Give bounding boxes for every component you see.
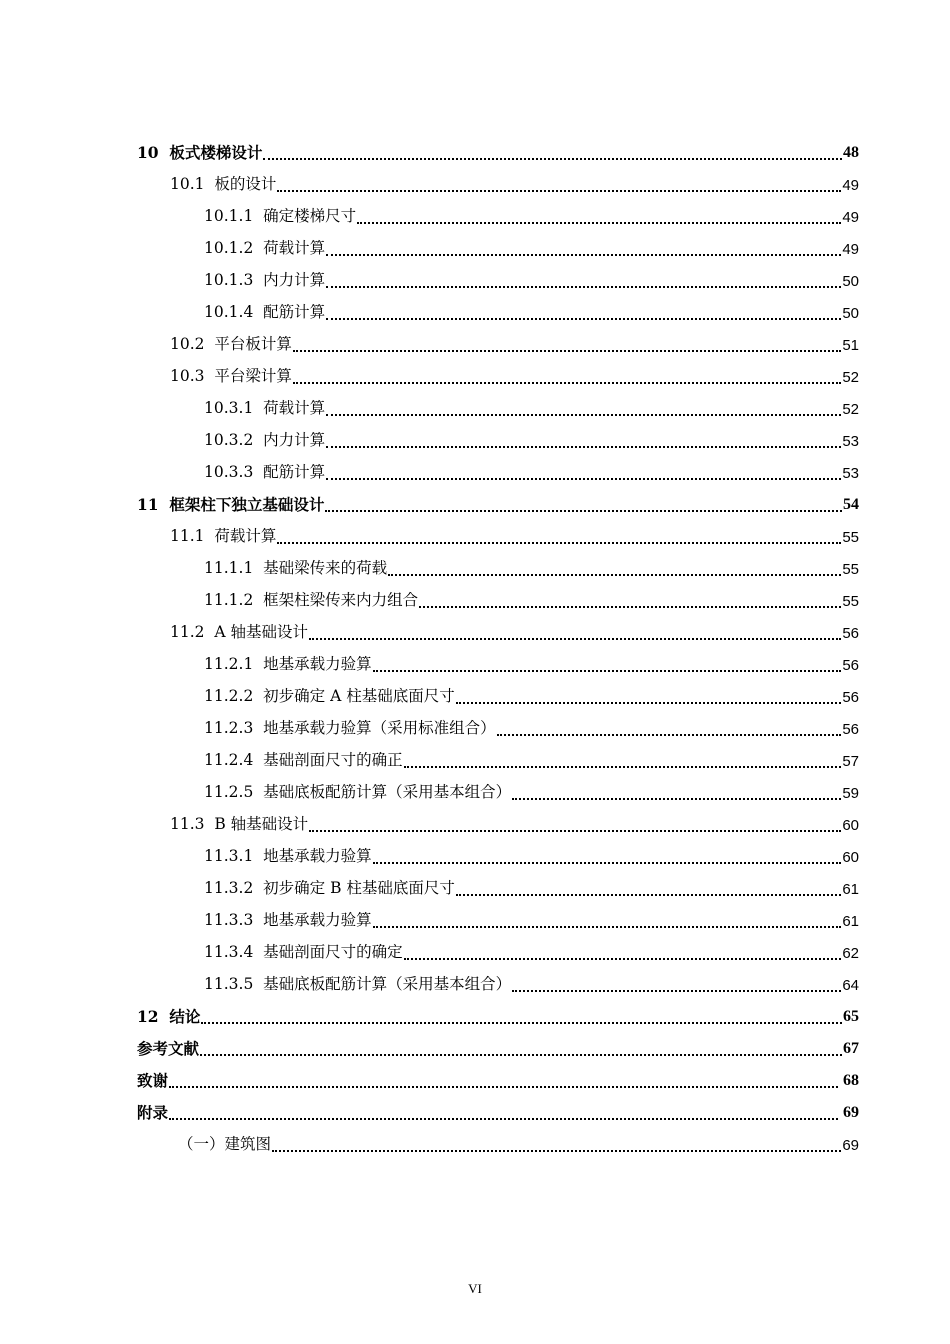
toc-dot-leader xyxy=(419,606,841,608)
toc-entry-title: 附录 xyxy=(137,1103,169,1123)
toc-entry-title: 10.1.1 确定楼梯尺寸 xyxy=(204,207,357,226)
toc-entry-title: 10.3.2 内力计算 xyxy=(204,431,326,450)
toc-entry[interactable] xyxy=(0,361,950,393)
toc-entry-title: 参考文献 xyxy=(137,1039,200,1059)
toc-dot-leader xyxy=(456,702,842,704)
toc-entry[interactable] xyxy=(0,873,950,905)
toc-entry-title: 11.3 B 轴基础设计 xyxy=(170,815,309,834)
toc-entry[interactable] xyxy=(0,233,950,265)
toc-entry[interactable] xyxy=(0,681,950,713)
toc-entry-title: 11.1.1 基础梁传来的荷载 xyxy=(204,559,388,578)
toc-entry-title: 11.1 荷载计算 xyxy=(170,527,277,546)
toc-dot-leader xyxy=(373,926,842,928)
toc-entry[interactable] xyxy=(0,201,950,233)
toc-entry[interactable] xyxy=(0,329,950,361)
toc-entry[interactable] xyxy=(0,137,950,169)
toc-dot-leader xyxy=(497,734,842,736)
toc-entry-title: 10.1.2 荷载计算 xyxy=(204,239,326,258)
toc-entry-page: 57 xyxy=(842,752,859,770)
toc-entry[interactable] xyxy=(0,1097,950,1129)
toc-entry[interactable] xyxy=(0,553,950,585)
toc-entry-page: 60 xyxy=(842,816,859,834)
toc-entry-title: 11.1.2 框架柱梁传来内力组合 xyxy=(204,591,419,610)
toc-entry-title: 11.2.3 地基承载力验算（采用标准组合） xyxy=(204,719,496,738)
toc-entry[interactable] xyxy=(0,489,950,521)
toc-entry-page: 48 xyxy=(843,144,859,161)
toc-dot-leader xyxy=(357,222,841,224)
toc-entry-title: 11.3.4 基础剖面尺寸的确定 xyxy=(204,943,403,962)
toc-entry[interactable] xyxy=(0,841,950,873)
toc-dot-leader xyxy=(277,190,841,192)
toc-entry-page: 61 xyxy=(842,880,859,898)
toc-entry-page: 56 xyxy=(842,656,859,674)
toc-entry[interactable] xyxy=(0,745,950,777)
toc-entry-page: 52 xyxy=(842,368,859,386)
toc-dot-leader xyxy=(388,574,841,576)
toc-dot-leader xyxy=(373,670,842,672)
toc-entry[interactable] xyxy=(0,1001,950,1033)
toc-entry[interactable] xyxy=(0,617,950,649)
toc-entry[interactable] xyxy=(0,1129,950,1161)
toc-entry[interactable] xyxy=(0,585,950,617)
toc-dot-leader xyxy=(326,318,841,320)
toc-entry-title: 10.3.3 配筋计算 xyxy=(204,463,326,482)
toc-entry[interactable] xyxy=(0,265,950,297)
toc-entry-title: 11.2.5 基础底板配筋计算（采用基本组合） xyxy=(204,783,512,802)
toc-entry-page: 64 xyxy=(842,976,859,994)
toc-dot-leader xyxy=(263,158,842,160)
toc-dot-leader xyxy=(512,798,841,800)
toc-entry-title: 致谢 xyxy=(137,1071,169,1091)
toc-entry-page: 53 xyxy=(842,432,859,450)
toc-entry-page: 50 xyxy=(842,304,859,322)
toc-entry-page: 69 xyxy=(842,1136,859,1154)
toc-dot-leader xyxy=(272,1150,841,1152)
toc-entry-page: 56 xyxy=(842,624,859,642)
toc-entry-title: 11.2.2 初步确定 A 柱基础底面尺寸 xyxy=(204,687,455,706)
toc-entry-title: 10.3.1 荷载计算 xyxy=(204,399,326,418)
toc-dot-leader xyxy=(325,510,842,512)
toc-dot-leader xyxy=(326,414,841,416)
toc-entry[interactable] xyxy=(0,457,950,489)
toc-dot-leader xyxy=(200,1054,842,1056)
toc-dot-leader xyxy=(326,478,841,480)
toc-entry-page: 49 xyxy=(842,176,859,194)
toc-entry-title: 11.2.1 地基承载力验算 xyxy=(204,655,372,674)
toc-entry-page: 65 xyxy=(843,1008,859,1025)
toc-entry-page: 49 xyxy=(842,208,859,226)
toc-entry[interactable] xyxy=(0,1065,950,1097)
toc-entry[interactable] xyxy=(0,777,950,809)
toc-entry-page: 61 xyxy=(842,912,859,930)
toc-entry-title: 11.2.4 基础剖面尺寸的确正 xyxy=(204,751,403,770)
toc-entry[interactable] xyxy=(0,425,950,457)
toc-dot-leader xyxy=(404,958,842,960)
toc-entry-title: 10.1 板的设计 xyxy=(170,175,277,194)
toc-dot-leader xyxy=(404,766,842,768)
toc-dot-leader xyxy=(293,382,841,384)
toc-entry[interactable] xyxy=(0,297,950,329)
toc-dot-leader xyxy=(373,862,842,864)
toc-entry-title: 11.3.5 基础底板配筋计算（采用基本组合） xyxy=(204,975,512,994)
toc-entry-title: 11.3.1 地基承载力验算 xyxy=(204,847,372,866)
toc-entry-page: 68 xyxy=(839,1072,859,1089)
toc-entry-title: 10.1.3 内力计算 xyxy=(204,271,326,290)
toc-entry-page: 55 xyxy=(842,528,859,546)
toc-dot-leader xyxy=(326,254,841,256)
toc-entry-title: 11 框架柱下独立基础设计 xyxy=(137,495,325,515)
toc-entry-title: 10.1.4 配筋计算 xyxy=(204,303,326,322)
toc-entry-page: 51 xyxy=(842,336,859,354)
toc-entry-title: 12 结论 xyxy=(137,1007,201,1027)
toc-dot-leader xyxy=(512,990,841,992)
toc-entry-page: 67 xyxy=(843,1040,859,1057)
toc-dot-leader xyxy=(309,830,841,832)
toc-entry-page: 54 xyxy=(843,496,859,513)
toc-entry[interactable] xyxy=(0,1033,950,1065)
toc-entry-title: 11.3.2 初步确定 B 柱基础底面尺寸 xyxy=(204,879,455,898)
toc-entry-title: 11.2 A 轴基础设计 xyxy=(170,623,308,642)
toc-entry-page: 53 xyxy=(842,464,859,482)
toc-dot-leader xyxy=(456,894,841,896)
toc-entry[interactable] xyxy=(0,169,950,201)
toc-entry-page: 62 xyxy=(842,944,859,962)
toc-entry[interactable] xyxy=(0,649,950,681)
toc-dot-leader xyxy=(169,1086,838,1088)
toc-entry[interactable] xyxy=(0,969,950,1001)
toc-dot-leader xyxy=(169,1118,838,1120)
toc-dot-leader xyxy=(326,446,841,448)
toc-entry[interactable] xyxy=(0,521,950,553)
toc-entry-page: 50 xyxy=(842,272,859,290)
toc-entry-page: 56 xyxy=(842,688,859,706)
toc-entry[interactable] xyxy=(0,809,950,841)
toc-entry-title: （一）建筑图 xyxy=(178,1135,272,1154)
toc-entry-page: 69 xyxy=(839,1104,859,1121)
toc-entry[interactable] xyxy=(0,393,950,425)
toc-entry[interactable] xyxy=(0,905,950,937)
toc-dot-leader xyxy=(277,542,841,544)
toc-entry-title: 10 板式楼梯设计 xyxy=(137,143,263,163)
toc-entry-page: 49 xyxy=(842,240,859,258)
toc-entry-title: 10.3 平台梁计算 xyxy=(170,367,292,386)
toc-entry[interactable] xyxy=(0,937,950,969)
toc-entry[interactable] xyxy=(0,713,950,745)
toc-dot-leader xyxy=(326,286,841,288)
toc-entry-page: 59 xyxy=(842,784,859,802)
toc-dot-leader xyxy=(309,638,841,640)
toc-entry-page: 56 xyxy=(842,720,859,738)
toc-dot-leader xyxy=(201,1022,842,1024)
toc-entry-page: 52 xyxy=(842,400,859,418)
toc-entry-title: 10.2 平台板计算 xyxy=(170,335,292,354)
table-of-contents xyxy=(0,137,950,1161)
page-number: VI xyxy=(468,1281,482,1296)
toc-entry-page: 55 xyxy=(842,560,859,578)
toc-entry-title: 11.3.3 地基承载力验算 xyxy=(204,911,372,930)
toc-entry-page: 55 xyxy=(842,592,859,610)
toc-dot-leader xyxy=(293,350,841,352)
toc-entry-page: 60 xyxy=(842,848,859,866)
